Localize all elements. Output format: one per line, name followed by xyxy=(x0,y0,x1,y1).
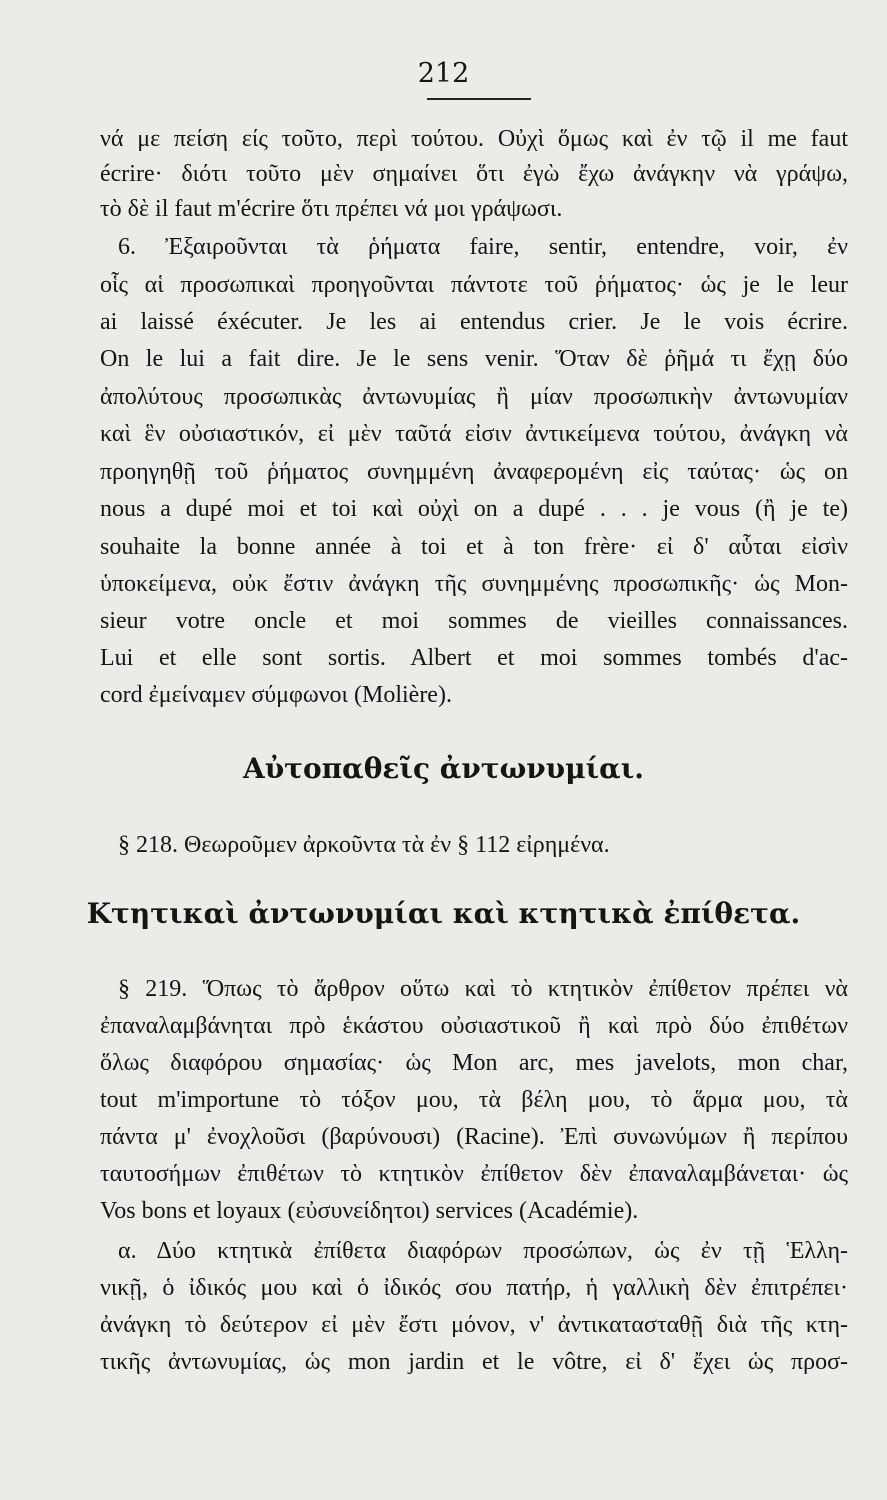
text-line: 6. Ἐξαιροῦνται τὰ ῥήματα faire, sentir, entendre, voir, ἐν xyxy=(118,234,848,260)
text-line: προηγηθῇ τοῦ ῥήματος συνημμένη ἀναφερομένη εἰς ταύτας· ὡς on xyxy=(100,459,848,485)
text-line: τικῆς ἀντωνυμίας, ὡς mon jardin et le vôtre, εἰ δ' ἔχει ὡς προσ- xyxy=(100,1349,848,1375)
text-line: sieur votre oncle et moi sommes de vieilles connaissances. xyxy=(100,608,848,634)
section-heading-possessive-pronouns: Κτητικαὶ ἀντωνυμίαι καὶ κτητικὰ ἐπίθετα. xyxy=(86,897,801,930)
text-line: cord ἐμείναμεν σύμφωνοι (Molière). xyxy=(100,682,452,708)
text-line: ὅλως διαφόρου σημασίας· ὡς Mon arc, mes javelots, mon char, xyxy=(100,1050,848,1076)
text-line: ἐπαναλαμβάνηται πρὸ ἑκάστου οὐσιαστικοῦ ἢ καὶ πρὸ δύο ἐπιθέτων xyxy=(100,1013,848,1039)
text-line: Lui et elle sont sortis. Albert et moi sommes tombés d'ac- xyxy=(100,645,848,671)
section-218-text: § 218. Θεωροῦμεν ἀρκοῦντα τὰ ἐν § 112 εἰρημένα. xyxy=(118,832,610,858)
text-line: souhaite la bonne année à toi et à ton frère· εἰ δ' αὗται εἰσὶν xyxy=(100,534,848,560)
text-line: On le lui a fait dire. Je le sens venir. Ὅταν δὲ ῥῆμά τι ἔχῃ δύο xyxy=(100,346,848,372)
text-line: § 219. Ὅπως τὸ ἄρθρον οὕτω καὶ τὸ κτητικὸν ἐπίθετον πρέπει νὰ xyxy=(118,976,848,1002)
text-line: καὶ ἓν οὐσιαστικόν, εἰ μὲν ταῦτά εἰσιν ἀντικείμενα τούτου, ἀνάγκη νὰ xyxy=(100,421,848,447)
text-line: ai laissé éxécuter. Je les ai entendus crier. Je le vois écrire. xyxy=(100,309,848,335)
text-line: Vos bons et loyaux (εὐσυνείδητοι) services (Académie). xyxy=(100,1198,639,1224)
text-line: ἀπολύτους προσωπικὰς ἀντωνυμίας ἢ μίαν προσωπικὴν ἀντωνυμίαν xyxy=(100,384,848,410)
text-line: ταυτοσήμων ἐπιθέτων τὸ κτητικὸν ἐπίθετον δὲν ἐπαναλαμβάνεται· ὡς xyxy=(100,1161,848,1187)
text-line: ἀνάγκη τὸ δεύτερον εἰ μὲν ἔστι μόνον, ν' ἀντικατασταθῇ διὰ τῆς κτη- xyxy=(100,1312,848,1338)
text-line: τὸ δὲ il faut m'écrire ὅτι πρέπει νά μοι γράψωσι. xyxy=(100,196,563,222)
text-line: νικῇ, ὁ ἰδικός μου καὶ ὁ ἰδικός σου πατήρ, ἡ γαλλικὴ δὲν ἐπιτρέπει· xyxy=(100,1275,848,1301)
text-line: οἷς αἱ προσωπικαὶ προηγοῦνται πάντοτε τοῦ ῥήματος· ὡς je le leur xyxy=(100,272,848,298)
text-line: tout m'importune τὸ τόξον μου, τὰ βέλη μου, τὸ ἅρμα μου, τὰ xyxy=(100,1087,848,1113)
text-line: α. Δύο κτητικὰ ἐπίθετα διαφόρων προσώπων, ὡς ἐν τῇ Ἑλλη- xyxy=(118,1238,848,1264)
text-line: νά με πείση είς τοῦτο, περὶ τούτου. Οὐχὶ ὅμως καὶ ἐν τῷ il me faut xyxy=(100,126,848,152)
text-line: écrire· διότι τοῦτο μὲν σημαίνει ὅτι ἐγὼ ἔχω ἀνάγκην νὰ γράψω, xyxy=(100,161,848,187)
page-number: 212 xyxy=(417,58,470,89)
text-line: nous a dupé moi et toi καὶ οὐχὶ on a dupé . . . je vous (ἢ je te) xyxy=(100,496,848,522)
text-line: πάντα μ' ἐνοχλοῦσι (βαρύνουσι) (Racine). Ἐπὶ συνωνύμων ἢ περίπου xyxy=(100,1124,848,1150)
section-heading-reflexive-pronouns: Αὐτοπαθεῖς ἀντωνυμίαι. xyxy=(243,752,644,785)
text-line: ὑποκείμενα, οὐκ ἔστιν ἀνάγκη τῆς συνημμένης προσωπικῆς· ὡς Mon- xyxy=(100,571,848,597)
